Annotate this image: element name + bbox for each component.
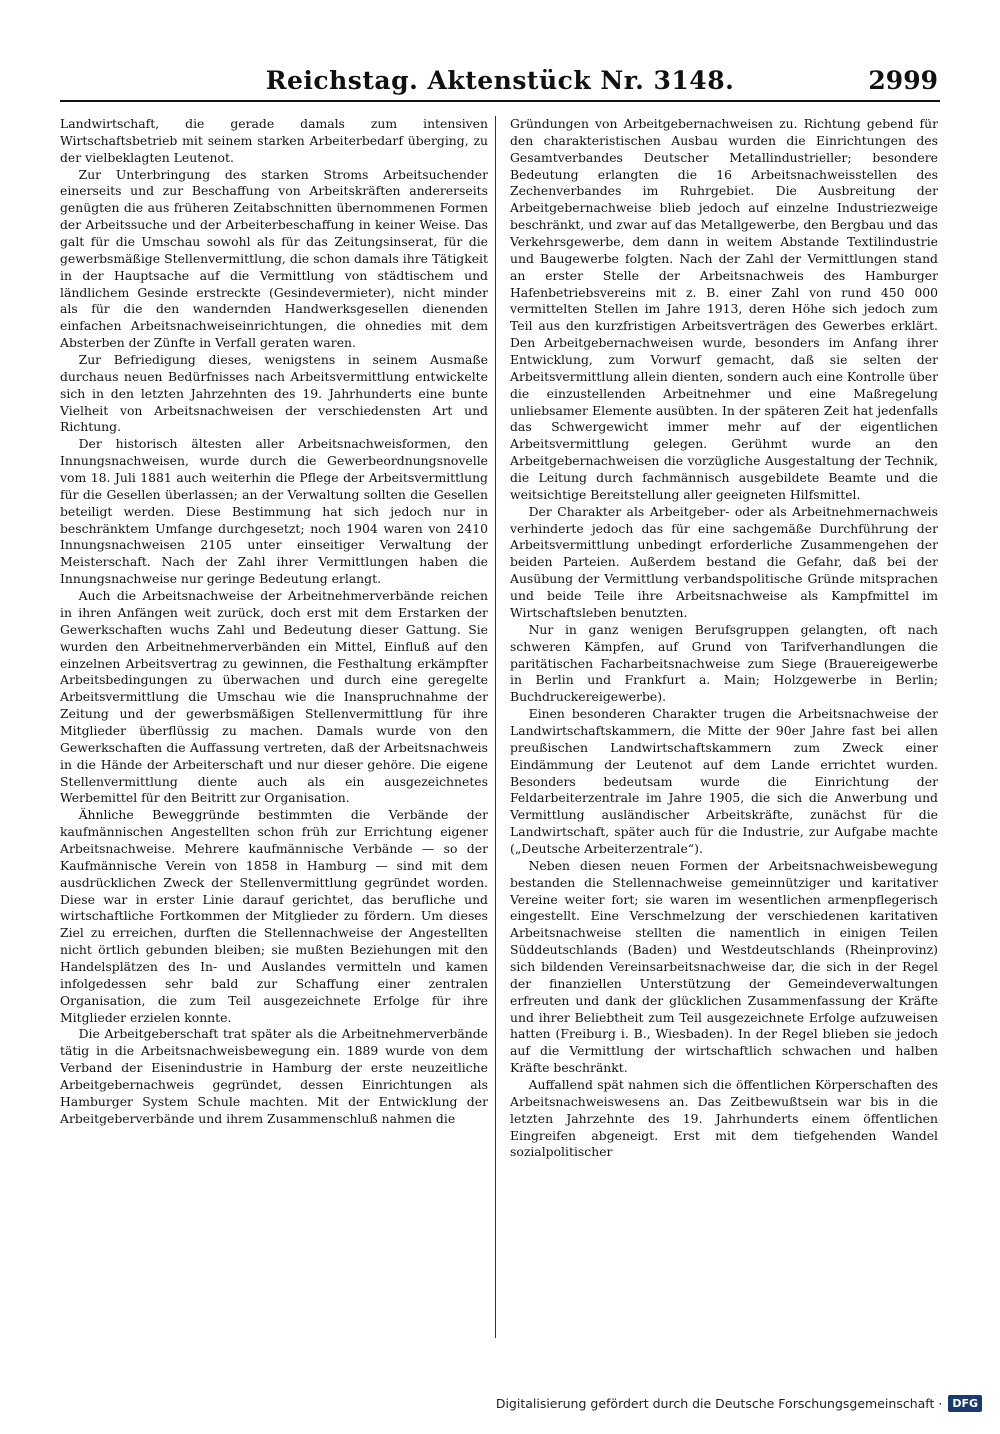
paragraph: Nur in ganz wenigen Berufsgruppen gelangten, oft nach schweren Kämpfen, auf Grund von Tarifverhandlungen die paritätischen Facharbeitsnachweise zum Siege (Brauereigewerbe in Berlin und Frankfurt a. Main; Holzgewerbe in Berlin; Buchdruckereigewerbe). — [510, 621, 938, 705]
paragraph: Ähnliche Beweggründe bestimmten die Verbände der kaufmännischen Angestellten schon früh zur Errichtung eigener Arbeitsnachweise. Mehrere kaufmännische Verbände — so der Kaufmännische Verein von 1858 in Hamburg — sind mit dem ausdrücklichen Zweck der Stellenvermittlung gegründet worden. Diese war in erster Linie darauf gerichtet, das berufliche und wirtschaftliche Fortkommen der Mitglieder zu fördern. Um dieses Ziel zu erreichen, durften die Stellennachweise der Angestellten nicht örtlich gebunden bleiben; sie mußten Beziehungen mit den Handelsplätzen des In- und Auslandes vermitteln und kamen infolgedessen sehr bald zur Schaffung einer zentralen Organisation, die zum Teil ausgezeichnete Erfolge für ihre Mitglieder erzielen konnte. — [60, 807, 488, 1025]
paragraph: Auffallend spät nahmen sich die öffentlichen Körperschaften des Arbeitsnachweiswesens an. Das Zeitbewußtsein war bis in die letzten Jahrzehnte des 19. Jahrhunderts einem öffentlichen Eingreifen abgeneigt. Erst mit dem tiefgehenden Wandel sozialpolitischer — [510, 1076, 938, 1160]
paragraph: Landwirtschaft, die gerade damals zum intensiven Wirtschaftsbetrieb mit seinem starken Arbeiterbedarf überging, zu der vielbeklagten Leutenot. — [60, 116, 488, 165]
paragraph: Neben diesen neuen Formen der Arbeitsnachweisbewegung bestanden die Stellennachweise gemeinnütziger und karitativer Vereine weiter fort; sie waren im wesentlichen armenpflegerisch eingestellt. Eine Verschmelzung der verschiedenen karitativen Arbeitsnachweise stellten die namentlich in einigen Teilen Süddeutschlands (Baden) und Westdeutschlands (Rheinprovinz) sich bildenden Vereinsarbeitsnachweise dar, die sich in der Regel der finanziellen Unterstützung der Gemeindeverwaltungen erfreuten und dank der glücklichen Zusammenfassung der Kräfte und ihrer Beliebtheit zum Teil ausgezeichnete Erfolge aufzuweisen hatten (Freiburg i. B., Wiesbaden). In der Regel blieben sie jedoch auf die Vermittlung der wirtschaftlich schwachen und halben Kräfte beschränkt. — [510, 857, 938, 1076]
page-title: Reichstag. Aktenstück Nr. 3148. — [265, 66, 735, 95]
paragraph: Zur Unterbringung des starken Stroms Arbeitsuchender einerseits und zur Beschaffung von Arbeitskräften andererseits genügten die aus früheren Zeitabschnitten übernommenen Formen der Arbeitssuche und der Arbeiterbeschaffung in keiner Weise. Das galt für die Umschau sowohl als für das Zeitungsinserat, für die gewerbsmäßige Stellenvermittlung, die schon damals ihre Tätigkeit in der Hauptsache auf die Vermittlung von städtischem und ländlichem Gesinde erstreckte (Gesindevermieter), nicht minder als für die den wandernden Handwerksgesellen dienenden einfachen Arbeitsnachweiseinrichtungen, die ohnedies mit dem Absterben der Zünfte in Verfall geraten waren. — [60, 166, 488, 351]
paragraph: Einen besonderen Charakter trugen die Arbeitsnachweise der Landwirtschaftskammern, die Mitte der 90er Jahre fast bei allen preußischen Landwirtschaftskammern zum Zweck einer Eindämmung der Leutenot auf dem Lande errichtet wurden. Besonders bedeutsam wurde die Einrichtung der Feldarbeiterzentrale im Jahre 1905, die sich die Anwerbung und Vermittlung ausländischer Arbeitskräfte, zunächst für die Landwirtschaft, später auch für die Industrie, zur Aufgabe machte („Deutsche Arbeiterzentrale“). — [510, 706, 938, 856]
left-column — [60, 116, 488, 1338]
paragraph: Der historisch ältesten aller Arbeitsnachweisformen, den Innungsnachweisen, wurde durch die Gewerbeordnungsnovelle vom 18. Juli 1881 auch weiterhin die Pflege der Arbeitsvermittlung für die Gesellen überlassen; an der Verwaltung sollten die Gesellen beteiligt werden. Diese Bestimmung hat sich jedoch nur in beschränktem Umfange durchgesetzt; noch 1904 waren von 2410 Innungsnachweisen 2105 unter einseitiger Verwaltung der Meisterschaft. Nach der Zahl ihrer Vermittlungen haben die Innungsnachweise nur geringe Bedeutung erlangt. — [60, 436, 488, 587]
paragraph: Gründungen von Arbeitgebernachweisen zu. Richtung gebend für den charakteristischen Ausbau wurden die Einrichtungen des Gesamtverbandes Deutscher Metallindustrieller; besondere Bedeutung erlangten die 16 Arbeitsnachweisstellen des Zechenverbandes im Ruhrgebiet. Die Ausbreitung der Arbeitgebernachweise blieb jedoch auf einzelne Industriezweige beschränkt, und zwar auf das Metallgewerbe, den Bergbau und das Verkehrsgewerbe, dem dann in weitem Abstande Textilindustrie und Baugewerbe folgten. Nach der Zahl der Vermittlungen stand an erster Stelle der Arbeitsnachweis des Hamburger Hafenbetriebsvereins mit z. B. einer Zahl von rund 450 000 vermittelten Stellen im Jahre 1913, deren Höhe sich jedoch zum Teil aus den kurzfristigen Arbeitsverträgen des Gewerbes erklärt. Den Arbeitgebernachweisen wurde, besonders im Anfang ihrer Entwicklung, zum Vorwurf gemacht, daß sie selten der Arbeitsvermittlung allein dienten, sondern auch eine Kontrolle über die einzustellenden Arbeitnehmer und eine Maßregelung unliebsamer Elemente ausübten. In der späteren Zeit hat jedenfalls das Schwergewicht immer mehr auf der eigentlichen Arbeitsvermittlung gelegen. Gerühmt wurde an den Arbeitgebernachweisen die vorzügliche Ausgestaltung der Technik, die Leitung durch fachmännisch ausgebildete Beamte und die weitsichtige Bereitstellung aller geeigneten Hilfsmittel. — [510, 116, 938, 502]
running-head — [60, 62, 940, 98]
header-rule — [60, 100, 940, 102]
page-number: 2999 — [868, 66, 938, 95]
credit-text: Digitalisierung gefördert durch die Deutsche Forschungsgemeinschaft · — [495, 1395, 943, 1411]
paragraph: Die Arbeitgeberschaft trat später als die Arbeitnehmerverbände tätig in die Arbeitsnachweisbewegung ein. 1889 wurde von dem Verband der Eisenindustrie in Hamburg der erste neuzeitliche Arbeitgebernachweis gegründet, dessen Einrichtungen als Hamburger System Schule machten. Mit der Entwicklung der Arbeitgeberverbände und ihrem Zusammenschluß nahmen die — [60, 1026, 488, 1126]
paragraph: Auch die Arbeitsnachweise der Arbeitnehmerverbände reichen in ihren Anfängen weit zurück, doch erst mit dem Erstarken der Gewerkschaften wuchs Zahl und Bedeutung dieser Gattung. Sie wurden den Arbeitnehmerverbänden ein Mittel, Einfluß auf den einzelnen Arbeitsvertrag zu gewinnen, die Festhaltung erkämpfter Arbeitsbedingungen zu überwachen und durch eine geregelte Arbeitsvermittlung die Umschau wie die Inanspruchnahme der Zeitung und der gewerbsmäßigen Stellenvermittlung für ihre Mitglieder überflüssig zu machen. Damals wurde von den Gewerkschaften die Auffassung vertreten, daß der Arbeitsnachweis in die Hände der Arbeiterschaft und nur dieser gehöre. Die eigene Stellenvermittlung diente auch als ein ausgezeichnetes Werbemittel für den Beitritt zur Organisation. — [60, 588, 488, 806]
paragraph: Der Charakter als Arbeitgeber- oder als Arbeitnehmernachweis verhinderte jedoch das für eine sachgemäße Durchführung der Arbeitsvermittlung unbedingt erforderliche Zusammengehen der beiden Parteien. Außerdem bestand die Gefahr, daß bei der Ausübung der Vermittlung verbandspolitische Gründe mitsprachen und beide Teile ihre Arbeitsnachweise als Kampfmittel im Wirtschaftsleben benutzten. — [510, 503, 938, 620]
digitization-credit — [496, 1392, 982, 1414]
column-divider — [495, 116, 496, 1338]
paragraph: Zur Befriedigung dieses, wenigstens in seinem Ausmaße durchaus neuen Bedürfnisses nach Arbeitsvermittlung entwickelte sich in den letzten Jahrzehnten des 19. Jahrhunderts eine bunte Vielheit von Arbeitsnachweisen der verschiedensten Art und Richtung. — [60, 352, 488, 435]
dfg-logo-icon: DFG — [948, 1395, 982, 1412]
right-column — [510, 116, 938, 1338]
